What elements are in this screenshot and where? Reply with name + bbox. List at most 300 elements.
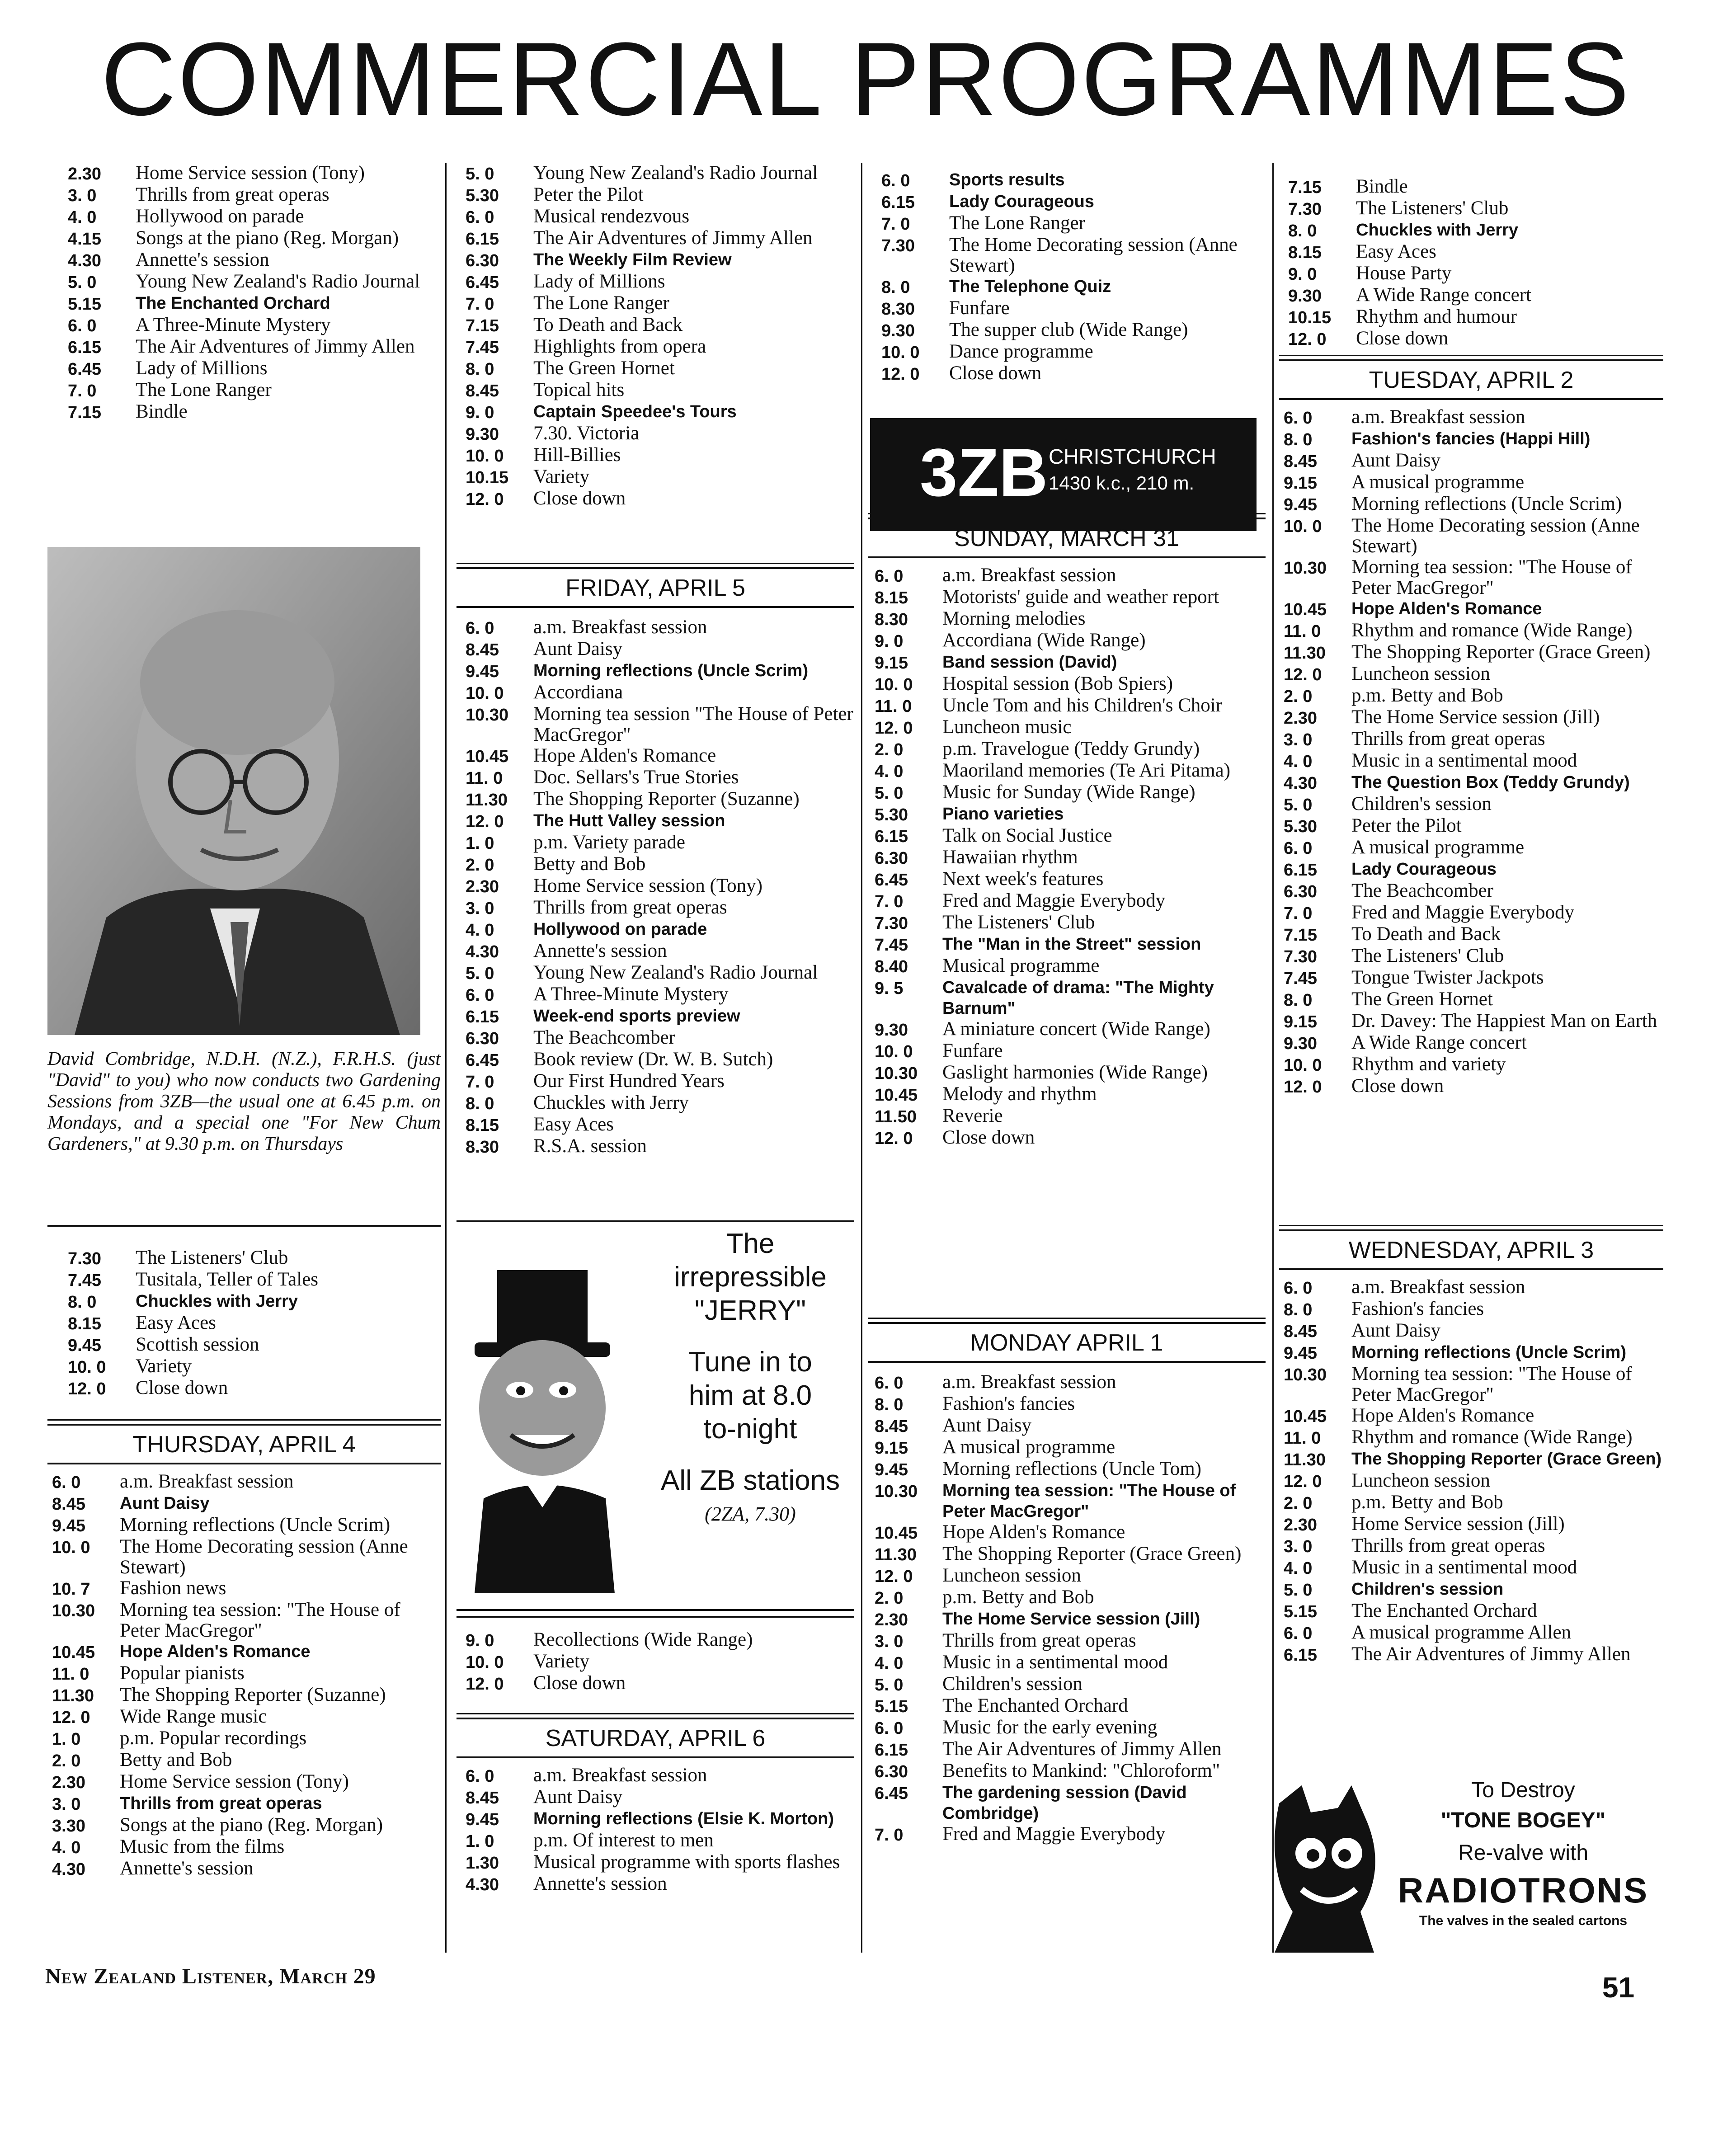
programme-time: 2. 0 <box>1284 687 1313 706</box>
programme-time: 6. 0 <box>1284 1624 1313 1643</box>
programme-time: 2.30 <box>466 877 499 896</box>
programme-row <box>875 587 1263 608</box>
day-heading-tuesday: TUESDAY, APRIL 2 <box>1279 359 1663 400</box>
programme-title: p.m. Betty and Bob <box>1351 685 1503 706</box>
programme-title: Rhythm and humour <box>1356 306 1517 327</box>
programme-title: The Green Hornet <box>1351 989 1493 1010</box>
programme-time: 9.15 <box>1284 474 1317 493</box>
programme-row <box>875 1127 1263 1149</box>
programme-row <box>1288 220 1663 241</box>
programme-time: 8.45 <box>52 1495 85 1514</box>
programme-time: 11. 0 <box>1284 1429 1321 1448</box>
programme-row <box>466 380 854 401</box>
programme-title: Close down <box>533 1672 626 1694</box>
jerry-ad-text <box>646 1227 854 1531</box>
programme-time: 7. 0 <box>466 1073 494 1092</box>
programme-title: Annette's session <box>120 1858 254 1879</box>
programme-time: 5.30 <box>466 186 499 205</box>
programme-title: Chuckles with Jerry <box>136 1292 298 1311</box>
programme-title: Wide Range music <box>120 1706 267 1727</box>
programme-time: 9.45 <box>52 1516 85 1535</box>
programme-time: 11.30 <box>466 791 508 810</box>
programme-title: a.m. Breakfast session <box>942 1371 1116 1393</box>
programme-title: Cavalcade of drama: "The Mighty Barnum" <box>942 978 1214 1018</box>
programme-row <box>875 1630 1263 1652</box>
jerry-ad-line: "JERRY" <box>694 1295 806 1326</box>
programme-time: 7.30 <box>1288 200 1322 219</box>
programme-title: Betty and Bob <box>120 1749 232 1770</box>
programme-time: 10.30 <box>875 1482 918 1501</box>
programme-time: 6.45 <box>875 871 908 890</box>
programme-row <box>68 336 443 358</box>
programme-title: Home Service session (Tony) <box>533 875 762 896</box>
programme-title: Captain Speedee's Tours <box>533 402 737 421</box>
programme-row <box>52 1663 441 1685</box>
programme-time: 1. 0 <box>466 1832 494 1851</box>
programme-title: The Question Box (Teddy Grundy) <box>1351 773 1630 792</box>
programme-row <box>466 1765 854 1787</box>
programme-time: 10.15 <box>1288 308 1332 327</box>
programme-time: 10.30 <box>875 1064 918 1083</box>
programme-title: A musical programme <box>942 1436 1115 1458</box>
programme-time: 7.30 <box>1284 947 1317 966</box>
programme-time: 6. 0 <box>1284 1279 1313 1298</box>
programme-row <box>875 630 1263 652</box>
programme-time: 9.30 <box>875 1021 908 1040</box>
programme-row <box>466 1874 854 1895</box>
programme-row <box>52 1750 441 1771</box>
programme-title: Fashion news <box>120 1577 226 1599</box>
programme-row <box>875 1652 1263 1674</box>
col2-after-ad-list <box>466 1629 854 1695</box>
jerry-ad-line: him at 8.0 <box>688 1380 812 1411</box>
programme-row <box>466 249 854 271</box>
programme-row <box>875 1544 1263 1565</box>
programme-title: Tusitala, Teller of Tales <box>136 1269 319 1290</box>
programme-row <box>1284 989 1663 1011</box>
programme-title: Songs at the piano (Reg. Morgan) <box>136 227 399 249</box>
programme-title: Luncheon session <box>942 1565 1081 1586</box>
programme-time: 9.15 <box>1284 1012 1317 1031</box>
programme-time: 8.15 <box>466 1116 499 1135</box>
programme-time: 6. 0 <box>68 316 97 335</box>
programme-title: Young New Zealand's Radio Journal <box>533 162 818 184</box>
programme-row <box>52 1771 441 1793</box>
programme-row <box>875 739 1263 760</box>
programme-row <box>875 934 1263 956</box>
programme-row <box>1284 1514 1663 1535</box>
programme-title: Young New Zealand's Radio Journal <box>136 271 420 292</box>
programme-time: 2. 0 <box>1284 1494 1313 1513</box>
programme-time: 1.30 <box>466 1854 499 1873</box>
programme-time: 9. 0 <box>466 403 494 422</box>
programme-time: 7.15 <box>68 403 101 422</box>
programme-title: a.m. Breakfast session <box>533 617 707 638</box>
programme-title: Musical rendezvous <box>533 206 690 227</box>
programme-row <box>875 760 1263 782</box>
programme-row <box>466 1830 854 1852</box>
jerry-ad-line: Tune in to <box>688 1346 812 1378</box>
programme-row <box>68 380 443 401</box>
programme-row <box>875 673 1263 695</box>
programme-time: 9.45 <box>1284 495 1317 514</box>
programme-row <box>1284 967 1663 989</box>
programme-title: Morning reflections (Uncle Scrim) <box>1351 493 1622 514</box>
programme-row <box>466 1787 854 1808</box>
programme-row <box>52 1641 441 1663</box>
programme-time: 9. 5 <box>875 979 904 998</box>
programme-time: 8. 0 <box>881 278 910 297</box>
programme-time: 7. 0 <box>875 1826 904 1845</box>
programme-time: 10. 0 <box>875 1042 913 1061</box>
programme-title: Motorists' guide and weather report <box>942 586 1219 607</box>
programme-title: Morning tea session: "The House of Peter MacGregor" <box>942 1481 1236 1521</box>
programme-row <box>1284 1299 1663 1320</box>
programme-time: 8.15 <box>1288 243 1322 262</box>
programme-row <box>466 445 854 466</box>
programme-time: 7. 0 <box>875 892 904 911</box>
programme-time: 10. 7 <box>52 1580 90 1599</box>
programme-title: Luncheon session <box>1351 663 1490 684</box>
programme-time: 5. 0 <box>466 165 494 184</box>
programme-title: Close down <box>1356 328 1449 349</box>
programme-row <box>875 1019 1263 1040</box>
column-rule <box>861 163 862 1953</box>
programme-title: The Listeners' Club <box>1356 198 1509 219</box>
programme-title: The Hutt Valley session <box>533 811 725 830</box>
programme-time: 6. 0 <box>52 1473 81 1492</box>
footer-publication: New Zealand Listener, March 29 <box>45 1964 376 1988</box>
programme-row <box>1284 1405 1663 1427</box>
programme-row <box>1284 450 1663 472</box>
programme-title: Popular pianists <box>120 1662 245 1684</box>
programme-time: 8. 0 <box>875 1395 904 1414</box>
wednesday-list <box>1284 1277 1663 1666</box>
programme-title: A musical programme <box>1351 837 1525 858</box>
tuesday-list <box>1284 407 1663 1097</box>
programme-title: a.m. Breakfast session <box>1351 1276 1525 1298</box>
programme-title: Bindle <box>1356 176 1408 197</box>
programme-row <box>466 1006 854 1027</box>
programme-title: The Beachcomber <box>1351 880 1493 901</box>
programme-time: 4. 0 <box>52 1838 81 1857</box>
programme-row <box>875 1824 1263 1845</box>
programme-row <box>1284 750 1663 772</box>
programme-row <box>466 682 854 704</box>
programme-time: 11.30 <box>1284 1450 1326 1469</box>
programme-time: 7.30 <box>875 914 908 933</box>
programme-time: 7.45 <box>1284 969 1317 988</box>
programme-row <box>466 315 854 336</box>
programme-row <box>466 1651 854 1673</box>
divider <box>47 1225 441 1227</box>
programme-row <box>52 1706 441 1728</box>
programme-title: The Shopping Reporter (Grace Green) <box>1351 641 1651 663</box>
programme-title: The Listeners' Club <box>942 912 1095 933</box>
programme-time: 12. 0 <box>1284 1472 1322 1491</box>
programme-row <box>466 1071 854 1092</box>
programme-row <box>466 1852 854 1874</box>
programme-row <box>68 1247 443 1269</box>
column-rule <box>445 163 447 1953</box>
programme-time: 8.45 <box>1284 1322 1317 1341</box>
programme-time: 8.30 <box>466 1138 499 1157</box>
programme-row <box>1284 685 1663 707</box>
programme-title: Songs at the piano (Reg. Morgan) <box>120 1814 383 1836</box>
col2-top-list <box>466 163 854 510</box>
programme-time: 7. 0 <box>881 215 910 234</box>
programme-row <box>466 466 854 488</box>
programme-row <box>1284 837 1663 859</box>
programme-row <box>1284 902 1663 924</box>
divider <box>457 1616 854 1618</box>
programme-time: 10.30 <box>1284 559 1327 578</box>
programme-time: 8.40 <box>875 957 908 976</box>
programme-time: 8.45 <box>1284 452 1317 471</box>
programme-row <box>875 652 1263 673</box>
col3-top-list <box>881 169 1266 385</box>
programme-row <box>875 1739 1263 1761</box>
programme-time: 10. 0 <box>466 1653 504 1672</box>
portrait-image <box>47 547 420 1035</box>
jerry-ad-line: All ZB stations <box>660 1465 840 1496</box>
programme-time: 6.45 <box>466 273 499 292</box>
programme-title: Recollections (Wide Range) <box>533 1629 753 1650</box>
programme-row <box>1284 1011 1663 1032</box>
programme-title: Easy Aces <box>533 1114 614 1135</box>
programme-row <box>68 1356 443 1378</box>
programme-row <box>466 271 854 293</box>
programme-row <box>68 293 443 315</box>
programme-title: Aunt Daisy <box>533 1786 623 1808</box>
programme-row <box>1284 1320 1663 1342</box>
programme-title: Morning tea session "The House of Peter MacGregor" <box>533 703 853 745</box>
programme-time: 10. 0 <box>68 1358 106 1377</box>
programme-title: The Home Service session (Jill) <box>1351 706 1600 728</box>
programme-row <box>875 1522 1263 1544</box>
programme-row <box>875 1106 1263 1127</box>
programme-row <box>875 977 1263 1019</box>
programme-time: 5.30 <box>1284 817 1317 836</box>
programme-title: Chuckles with Jerry <box>1356 221 1519 240</box>
programme-time: 5. 0 <box>875 1676 904 1695</box>
programme-title: Morning reflections (Elsie K. Morton) <box>533 1809 834 1828</box>
programme-title: Luncheon session <box>1351 1470 1490 1491</box>
programme-row <box>875 1084 1263 1106</box>
programme-time: 10. 0 <box>466 447 504 466</box>
programme-title: p.m. Betty and Bob <box>1351 1492 1503 1513</box>
programme-row <box>875 804 1263 825</box>
programme-time: 7.15 <box>466 316 499 335</box>
programme-row <box>52 1836 441 1858</box>
programme-time: 5.15 <box>1284 1602 1317 1621</box>
programme-row <box>466 336 854 358</box>
programme-title: Fred and Maggie Everybody <box>1351 902 1575 923</box>
programme-row <box>68 1291 443 1313</box>
programme-row <box>52 1471 441 1493</box>
programme-time: 12. 0 <box>466 812 504 831</box>
programme-time: 7.30 <box>881 236 915 255</box>
programme-row <box>1284 494 1663 515</box>
programme-row <box>875 782 1263 804</box>
programme-row <box>466 401 854 423</box>
programme-title: A Wide Range concert <box>1356 284 1531 306</box>
programme-time: 10. 0 <box>1284 517 1322 536</box>
programme-time: 4.15 <box>68 230 101 249</box>
programme-title: Morning reflections (Uncle Scrim) <box>1351 1343 1627 1362</box>
programme-title: a.m. Breakfast session <box>533 1765 707 1786</box>
programme-row <box>875 869 1263 890</box>
programme-title: Peter the Pilot <box>533 184 644 205</box>
programme-title: The Air Adventures of Jimmy Allen <box>136 336 415 357</box>
programme-row <box>466 163 854 184</box>
programme-row <box>68 1313 443 1334</box>
programme-title: Fashion's fancies <box>1351 1298 1484 1319</box>
jerry-ad-line: (2ZA, 7.30) <box>705 1503 796 1525</box>
programme-row <box>1284 598 1663 620</box>
programme-title: The Air Adventures of Jimmy Allen <box>1351 1643 1631 1665</box>
programme-time: 11. 0 <box>1284 622 1321 641</box>
programme-title: Tongue Twister Jackpots <box>1351 967 1544 988</box>
programme-time: 6.45 <box>875 1784 908 1803</box>
programme-title: House Party <box>1356 263 1452 284</box>
programme-title: Lady Courageous <box>1351 860 1497 879</box>
programme-title: To Death and Back <box>1351 923 1501 945</box>
ad-line: "TONE BOGEY" <box>1440 1808 1606 1832</box>
programme-time: 8.15 <box>68 1314 101 1333</box>
programme-time: 6.30 <box>466 1029 499 1048</box>
programme-row <box>1284 557 1663 598</box>
ad-line: Re-valve with <box>1458 1841 1589 1865</box>
programme-title: The Shopping Reporter (Suzanne) <box>120 1684 386 1705</box>
programme-title: The Green Hornet <box>533 358 675 379</box>
programme-row <box>1284 1449 1663 1470</box>
programme-title: The Lone Ranger <box>533 292 669 314</box>
programme-row <box>1284 1277 1663 1299</box>
programme-title: Maoriland memories (Te Ari Pitama) <box>942 760 1231 781</box>
programme-time: 5. 0 <box>466 964 494 983</box>
programme-row <box>875 608 1263 630</box>
programme-time: 10. 0 <box>52 1538 90 1557</box>
programme-row <box>1284 1342 1663 1364</box>
programme-row <box>1284 772 1663 794</box>
programme-time: 7. 0 <box>466 295 494 314</box>
programme-title: Sports results <box>949 170 1065 189</box>
programme-time: 6. 0 <box>1284 409 1313 428</box>
programme-time: 12. 0 <box>1284 1078 1322 1097</box>
programme-row <box>68 1334 443 1356</box>
programme-row <box>68 249 443 271</box>
programme-title: Morning tea session: "The House of Peter MacGregor" <box>1351 556 1632 598</box>
programme-title: Fashion's fancies <box>942 1393 1075 1414</box>
jerry-puppet-illustration <box>457 1227 646 1593</box>
programme-time: 10. 0 <box>875 675 913 694</box>
programme-row <box>1284 1470 1663 1492</box>
programme-title: Variety <box>136 1356 192 1377</box>
programme-title: The Air Adventures of Jimmy Allen <box>942 1738 1222 1760</box>
programme-title: Week-end sports preview <box>533 1007 740 1026</box>
programme-row <box>466 854 854 876</box>
programme-title: Betty and Bob <box>533 853 646 875</box>
programme-time: 4. 0 <box>875 762 904 781</box>
programme-time: 11.30 <box>52 1686 94 1705</box>
programme-time: 10. 0 <box>466 684 504 703</box>
programme-time: 10.30 <box>466 706 509 725</box>
programme-row <box>875 912 1263 934</box>
programme-row <box>1284 1364 1663 1405</box>
programme-time: 12. 0 <box>68 1379 106 1398</box>
programme-title: The Shopping Reporter (Suzanne) <box>533 788 800 810</box>
programme-row <box>875 956 1263 977</box>
jerry-ad-line: irrepressible <box>674 1262 827 1293</box>
programme-row <box>52 1493 441 1515</box>
programme-row <box>875 825 1263 847</box>
programme-time: 2. 0 <box>875 740 904 759</box>
station-code: 3ZB <box>920 434 1048 510</box>
programme-title: Hope Alden's Romance <box>120 1642 311 1661</box>
programme-time: 3. 0 <box>875 1632 904 1651</box>
programme-title: Annette's session <box>533 1873 667 1894</box>
programme-title: Children's session <box>1351 1580 1504 1599</box>
programme-title: Reverie <box>942 1105 1003 1126</box>
programme-time: 12. 0 <box>875 1567 913 1586</box>
jerry-ad-line: to-night <box>703 1413 797 1445</box>
programme-time: 1. 0 <box>52 1730 81 1749</box>
station-frequency: 1430 k.c., 210 m. <box>1049 472 1195 494</box>
programme-title: Funfare <box>949 297 1010 319</box>
programme-time: 6. 0 <box>466 619 494 638</box>
programme-row <box>1288 176 1663 198</box>
programme-time: 9.45 <box>466 1810 499 1829</box>
programme-row <box>1284 1601 1663 1622</box>
programme-time: 4.30 <box>68 251 101 270</box>
programme-row <box>466 293 854 315</box>
programme-time: 7.15 <box>1288 178 1322 197</box>
saturday-list <box>466 1765 854 1895</box>
programme-row <box>881 298 1266 320</box>
programme-time: 6.30 <box>1284 882 1317 901</box>
programme-time: 10.45 <box>1284 1407 1327 1426</box>
programme-time: 8.45 <box>875 1417 908 1436</box>
programme-title: Morning reflections (Uncle Scrim) <box>120 1514 391 1535</box>
programme-time: 4.30 <box>466 1875 499 1894</box>
programme-title: Highlights from opera <box>533 336 706 357</box>
programme-title: Rhythm and romance (Wide Range) <box>1351 620 1633 641</box>
programme-row <box>1284 1492 1663 1514</box>
divider <box>457 1220 854 1222</box>
programme-title: Close down <box>533 488 626 509</box>
radiotrons-advert <box>1261 1776 1649 1957</box>
programme-row <box>1284 859 1663 880</box>
programme-row <box>466 660 854 682</box>
programme-time: 12. 0 <box>466 490 504 509</box>
programme-row <box>1284 1076 1663 1097</box>
programme-title: Lady of Millions <box>533 271 665 292</box>
programme-row <box>52 1728 441 1750</box>
programme-title: Children's session <box>942 1673 1082 1695</box>
programme-row <box>52 1685 441 1706</box>
programme-row <box>52 1858 441 1880</box>
programme-time: 10.15 <box>466 468 509 487</box>
programme-row <box>466 745 854 767</box>
programme-title: R.S.A. session <box>533 1135 647 1157</box>
programme-time: 9. 0 <box>1288 265 1317 284</box>
programme-time: 6.15 <box>1284 1646 1317 1665</box>
programme-title: Hollywood on parade <box>533 920 707 939</box>
programme-title: Topical hits <box>533 379 625 400</box>
programme-row <box>875 1415 1263 1437</box>
programme-title: The Shopping Reporter (Grace Green) <box>942 1543 1242 1564</box>
